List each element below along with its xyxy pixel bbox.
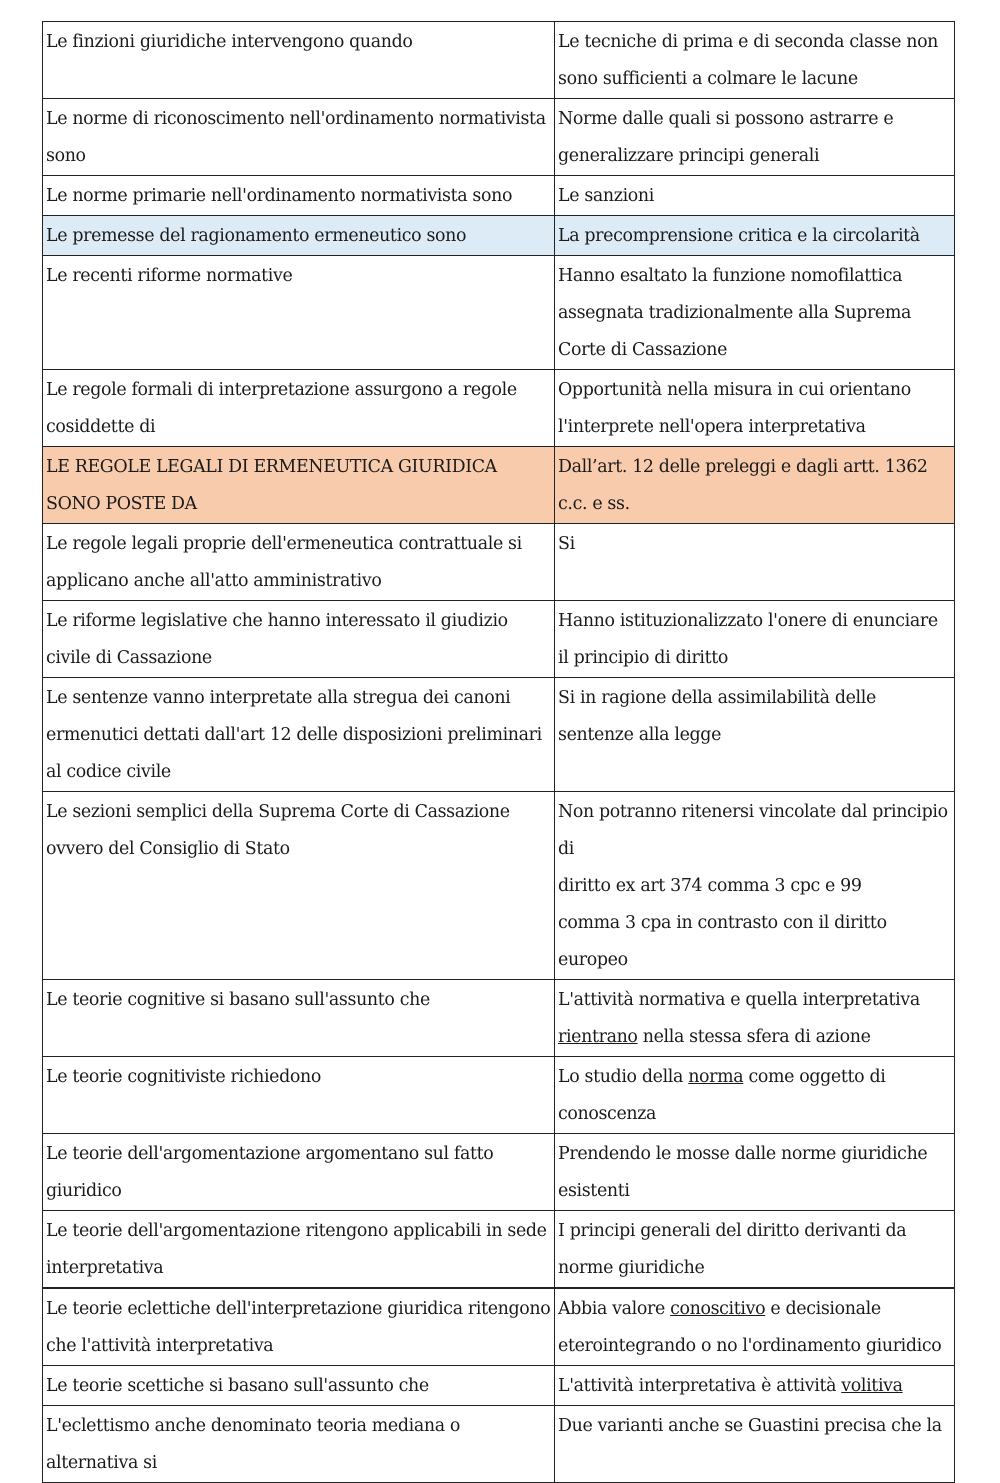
question-cell: Le regole formali di interpretazione assurgono a regole cosiddette di — [43, 370, 555, 447]
answer-cell: Norme dalle quali si possono astrarre e generalizzare principi generali — [555, 99, 955, 176]
table-row — [43, 678, 955, 792]
answer-text: e decisionale eterointegrando o no l'ordinamento giuridico — [558, 1299, 942, 1356]
table-row — [43, 176, 955, 216]
answer-text: L'attività interpretativa è attività — [558, 1376, 842, 1396]
question-line: al codice civile — [46, 762, 171, 782]
question-cell — [43, 678, 555, 792]
table-row — [43, 792, 955, 980]
question-cell: Le regole legali proprie dell'ermeneutica contrattuale si applicano anche all'atto amministrativo — [43, 524, 555, 601]
question-cell: Le teorie scettiche si basano sull'assunto che — [43, 1366, 555, 1406]
answer-cell: Si — [555, 524, 955, 601]
table-row — [43, 1057, 955, 1134]
question-line: Le sentenze vanno interpretate alla stregua dei canoni — [46, 688, 511, 708]
answer-cell — [555, 980, 955, 1057]
underlined-term: rientrano — [558, 1027, 638, 1047]
underlined-term: norma — [688, 1067, 744, 1087]
answer-line: Non potranno ritenersi vincolate dal principio di — [558, 802, 948, 859]
answer-cell: Due varianti anche se Guastini precisa che la — [555, 1406, 955, 1483]
table-row — [43, 980, 955, 1057]
answer-line: comma 3 cpa in contrasto con il diritto europeo — [558, 913, 887, 970]
table-row-highlighted-blue — [43, 216, 955, 256]
question-cell: Le premesse del ragionamento ermeneutico sono — [43, 216, 555, 256]
answer-cell — [555, 1288, 955, 1366]
question-cell: Le teorie cognitiviste richiedono — [43, 1057, 555, 1134]
table-row — [43, 524, 955, 601]
table-row — [43, 370, 955, 447]
answer-cell: Prendendo le mosse dalle norme giuridiche esistenti — [555, 1134, 955, 1211]
answer-cell — [555, 1366, 955, 1406]
answer-text: Abbia valore — [558, 1299, 671, 1319]
answer-line: assegnata tradizionalmente alla Suprema — [558, 303, 912, 323]
question-cell: Le norme primarie nell'ordinamento normativista sono — [43, 176, 555, 216]
answer-line: Corte di Cassazione — [558, 340, 728, 360]
question-cell: Le teorie dell'argomentazione ritengono applicabili in sede interpretativa — [43, 1211, 555, 1289]
table-row — [43, 1406, 955, 1483]
question-answer-table — [42, 21, 955, 1483]
answer-cell: Dall’art. 12 delle preleggi e dagli artt. 1362 c.c. e ss. — [555, 447, 955, 524]
table-row — [43, 601, 955, 678]
question-cell: Le riforme legislative che hanno interessato il giudizio civile di Cassazione — [43, 601, 555, 678]
table-row — [43, 1288, 955, 1366]
answer-text: come oggetto di conoscenza — [558, 1067, 886, 1124]
answer-cell: Hanno istituzionalizzato l'onere di enunciare il principio di diritto — [555, 601, 955, 678]
table-row — [43, 256, 955, 370]
question-cell: Le teorie dell'argomentazione argomentano sul fatto giuridico — [43, 1134, 555, 1211]
answer-line: Hanno esaltato la funzione nomofilattica — [558, 266, 903, 286]
question-line: ermenutici dettati dall'art 12 delle disposizioni preliminari — [46, 725, 542, 745]
table-row — [43, 1134, 955, 1211]
underlined-term: conoscitivo — [670, 1299, 766, 1319]
answer-cell: Le tecniche di prima e di seconda classe non sono sufficienti a colmare le lacune — [555, 22, 955, 99]
underlined-term: volitiva — [841, 1376, 903, 1396]
question-cell: Le norme di riconoscimento nell'ordinamento normativista sono — [43, 99, 555, 176]
answer-text: nella stessa sfera di azione — [637, 1027, 871, 1047]
question-cell: L'eclettismo anche denominato teoria mediana o alternativa si — [43, 1406, 555, 1483]
question-cell: LE REGOLE LEGALI DI ERMENEUTICA GIURIDICA SONO POSTE DA — [43, 447, 555, 524]
answer-cell: I principi generali del diritto derivanti da norme giuridiche — [555, 1211, 955, 1289]
table-row — [43, 99, 955, 176]
table-row — [43, 1211, 955, 1289]
answer-cell: La precomprensione critica e la circolarità — [555, 216, 955, 256]
answer-cell: Si in ragione della assimilabilità delle sentenze alla legge — [555, 678, 955, 792]
answer-cell — [555, 256, 955, 370]
answer-line: diritto ex art 374 comma 3 cpc e 99 — [558, 876, 862, 896]
question-cell: Le finzioni giuridiche intervengono quando — [43, 22, 555, 99]
answer-cell — [555, 792, 955, 980]
question-cell: Le teorie eclettiche dell'interpretazione giuridica ritengono che l'attività interpretativa — [43, 1288, 555, 1366]
answer-text: L'attività normativa e quella interpretativa — [558, 990, 920, 1010]
answer-cell — [555, 1057, 955, 1134]
answer-text: Lo studio della — [558, 1067, 689, 1087]
table-row — [43, 1366, 955, 1406]
question-cell: Le teorie cognitive si basano sull'assunto che — [43, 980, 555, 1057]
table-row-highlighted-orange — [43, 447, 955, 524]
question-cell: Le recenti riforme normative — [43, 256, 555, 370]
table-row — [43, 22, 955, 99]
question-cell: Le sezioni semplici della Suprema Corte di Cassazione ovvero del Consiglio di Stato — [43, 792, 555, 980]
answer-cell: Opportunità nella misura in cui orientano l'interprete nell'opera interpretativa — [555, 370, 955, 447]
answer-cell: Le sanzioni — [555, 176, 955, 216]
